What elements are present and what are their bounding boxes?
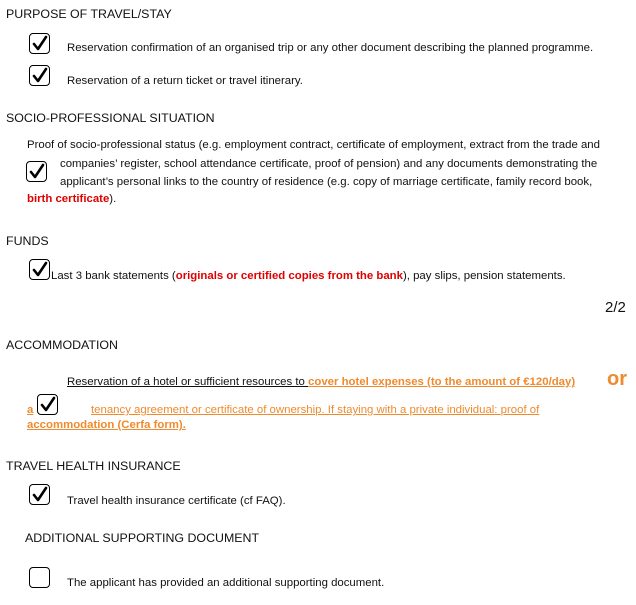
checkbox-socio-professional[interactable] bbox=[26, 161, 47, 182]
funds-highlight: originals or certified copies from the bank bbox=[175, 270, 403, 282]
funds-text bbox=[51, 270, 566, 282]
socio-line-2: companies’ register, school attendance certificate, proof of pension) and any documents demonstrating the bbox=[60, 158, 598, 170]
checkbox-insurance[interactable] bbox=[29, 484, 50, 505]
checkmark-icon bbox=[40, 396, 56, 413]
section-heading-additional: ADDITIONAL SUPPORTING DOCUMENT bbox=[25, 531, 260, 545]
funds-text-b: ), pay slips, pension statements. bbox=[402, 270, 566, 282]
funds-text-a: Last 3 bank statements ( bbox=[51, 270, 176, 282]
checkbox-additional[interactable] bbox=[29, 567, 50, 588]
checkbox-funds[interactable] bbox=[29, 259, 50, 280]
accommodation-line-3: accommodation (Cerfa form). bbox=[27, 419, 186, 431]
additional-text: The applicant has provided an additional supporting document. bbox=[67, 577, 385, 589]
checkmark-icon bbox=[32, 35, 48, 52]
checkmark-icon bbox=[29, 163, 45, 180]
birth-certificate-highlight: birth certificate bbox=[27, 193, 110, 205]
section-heading-funds: FUNDS bbox=[6, 234, 49, 248]
travel-item-2-text: Reservation of a return ticket or travel itinerary. bbox=[67, 75, 303, 87]
checkbox-return-ticket[interactable] bbox=[29, 65, 50, 86]
checkbox-accommodation[interactable] bbox=[37, 394, 58, 415]
accommodation-line-1 bbox=[67, 376, 575, 388]
accommodation-line-1b: cover hotel expenses (to the amount of €120/day) bbox=[308, 376, 576, 388]
socio-line-3: applicant’s personal links to the country of residence (e.g. copy of marriage certificate, family record book, bbox=[60, 176, 593, 188]
socio-tail: ). bbox=[109, 193, 117, 205]
socio-line-4 bbox=[27, 193, 116, 205]
socio-line-1: Proof of socio-professional status (e.g. employment contract, certificate of employment, extract from the trade and bbox=[27, 139, 600, 151]
section-heading-socio: SOCIO-PROFESSIONAL SITUATION bbox=[6, 111, 215, 125]
section-heading-travel: PURPOSE OF TRAVEL/STAY bbox=[6, 7, 172, 21]
checkbox-organised-trip[interactable] bbox=[29, 33, 50, 54]
page-number: 2/2 bbox=[605, 299, 626, 316]
accommodation-a: a bbox=[27, 404, 34, 416]
insurance-text: Travel health insurance certificate (cf FAQ). bbox=[67, 495, 286, 507]
accommodation-line-2: tenancy agreement or certificate of ownership. If staying with a private individual: proof of bbox=[91, 404, 540, 416]
section-heading-insurance: TRAVEL HEALTH INSURANCE bbox=[6, 459, 181, 473]
section-heading-accommodation: ACCOMMODATION bbox=[6, 338, 118, 352]
travel-item-1-text: Reservation confirmation of an organised trip or any other document describing the planned programme. bbox=[67, 42, 594, 54]
checkmark-icon bbox=[32, 486, 48, 503]
or-word: or bbox=[607, 368, 627, 390]
checkmark-icon bbox=[32, 261, 48, 278]
checkmark-icon bbox=[32, 67, 48, 84]
accommodation-line-1a: Reservation of a hotel or sufficient resources to bbox=[67, 376, 309, 388]
